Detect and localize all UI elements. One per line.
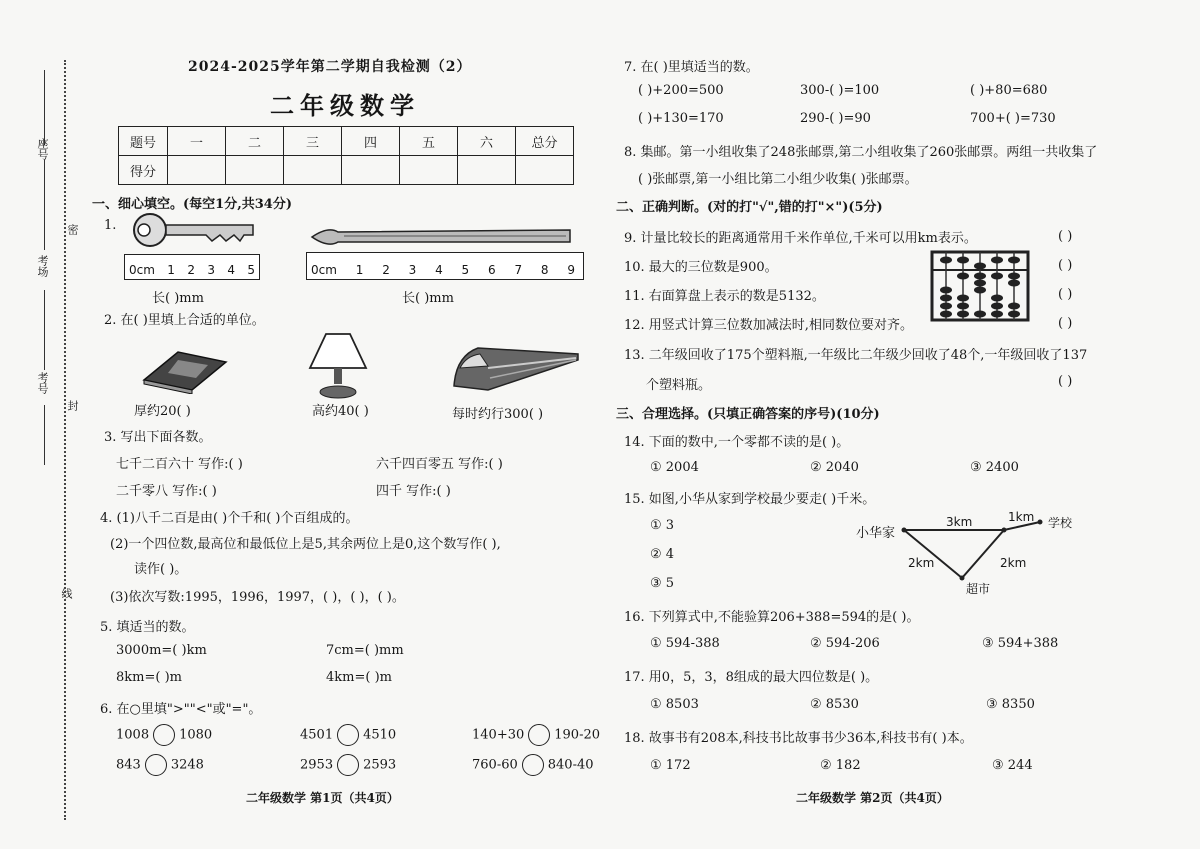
section-2-title: 二、正确判断。(对的打"√",错的打"×")(5分) — [616, 200, 883, 215]
q7-item: 700+( )=730 — [970, 111, 1056, 126]
q5-item-a: 3000m=( )km — [116, 643, 207, 658]
map-distance-label: 2km — [1000, 556, 1027, 570]
book-icon — [138, 346, 230, 394]
q2-book-label: 厚约20( ) — [134, 404, 191, 419]
cut-line — [64, 60, 66, 820]
q6-left: 2953 — [300, 757, 334, 773]
ruler-tick-label: 2 — [187, 263, 195, 277]
q6-item — [116, 754, 204, 776]
score-cell: 六 — [458, 127, 516, 156]
q6-left: 1008 — [116, 727, 150, 743]
q5-text: 5. 填适当的数。 — [100, 620, 195, 635]
q9-answer-paren[interactable]: ( ) — [1058, 229, 1073, 244]
compare-circle[interactable] — [337, 724, 359, 746]
section-3-title: 三、合理选择。(只填正确答案的序号)(10分) — [616, 407, 880, 422]
ruler-tick-label: 3 — [207, 263, 215, 277]
ruler-tick-label: 1 — [167, 263, 175, 277]
score-input-cell[interactable] — [400, 156, 458, 185]
q3-item-d: 四千 写作:( ) — [376, 484, 451, 499]
compare-circle[interactable] — [337, 754, 359, 776]
q15-text: 15. 如图,小华从家到学校最少要走( )千米。 — [624, 492, 876, 507]
q16-option[interactable]: ① 594-388 — [650, 636, 720, 651]
q6-right: 190-20 — [554, 727, 600, 743]
q5-item-c: 8km=( )m — [116, 670, 182, 685]
q17-option[interactable]: ② 8530 — [810, 697, 859, 712]
q13-text-line1: 13. 二年级回收了175个塑料瓶,一年级比二年级少回收了48个,一年级回收了137 — [624, 348, 1088, 363]
q3-item-c: 二千零八 写作:( ) — [116, 484, 217, 499]
train-icon — [448, 338, 580, 398]
seal2-mark: 封 — [66, 400, 79, 411]
q7-text: 7. 在( )里填适当的数。 — [624, 60, 759, 75]
page-title: 二年级数学 — [270, 91, 420, 120]
q6-text: 6. 在○里填">""<"或"="。 — [100, 702, 262, 717]
q6-item — [300, 724, 396, 746]
q1-number: 1. — [104, 218, 117, 233]
q10-text: 10. 最大的三位数是900。 — [624, 260, 778, 275]
q15-option[interactable]: ① 3 — [650, 518, 675, 533]
q3-text: 3. 写出下面各数。 — [104, 430, 212, 445]
score-input-cell[interactable] — [168, 156, 226, 185]
q6-item — [116, 724, 212, 746]
compare-circle[interactable] — [145, 754, 167, 776]
q2-lamp-label: 高约40( ) — [312, 404, 369, 419]
room-no-label: 考号 — [36, 372, 49, 394]
q15-option[interactable]: ③ 5 — [650, 576, 675, 591]
q4-part3: (3)依次写数:1995，1996，1997，( )，( )，( )。 — [110, 590, 405, 605]
line-mark: 线 — [60, 588, 73, 599]
compare-circle[interactable] — [153, 724, 175, 746]
q11-answer-paren[interactable]: ( ) — [1058, 287, 1073, 302]
ruler-tick-label: 2 — [382, 263, 390, 277]
q15-option[interactable]: ② 4 — [650, 547, 675, 562]
score-cell: 三 — [284, 127, 342, 156]
q7-item: 290-( )=90 — [800, 111, 871, 126]
q9-text: 9. 计量比较长的距离通常用千米作单位,千米可以用km表示。 — [624, 231, 977, 246]
exam-room-label: 考场 — [36, 255, 49, 277]
q18-text: 18. 故事书有208本,科技书比故事书少36本,科技书有( )本。 — [624, 731, 973, 746]
seal-mark: 密 — [66, 224, 79, 235]
ruler-tick-label: 4 — [227, 263, 235, 277]
q6-left: 4501 — [300, 727, 334, 743]
q8-text-line1: 8. 集邮。第一小组收集了248张邮票,第二小组收集了260张邮票。两组一共收集了 — [624, 145, 1098, 160]
ruler-tick-label: 7 — [514, 263, 523, 277]
map-school-label: 学校 — [1048, 516, 1073, 530]
q4-part1: 4. (1)八千二百是由( )个千和( )个百组成的。 — [100, 511, 359, 526]
map-distance-label: 3km — [946, 515, 973, 529]
score-table-score-row — [119, 156, 574, 185]
score-cell: 四 — [342, 127, 400, 156]
q7-item: ( )+80=680 — [970, 83, 1048, 98]
ruler-tick-label: 5 — [461, 263, 470, 277]
page-footer-right: 二年级数学 第2页（共4页） — [796, 791, 949, 805]
score-input-cell[interactable] — [516, 156, 574, 185]
q12-answer-paren[interactable]: ( ) — [1058, 316, 1073, 331]
q14-option[interactable]: ③ 2400 — [970, 460, 1019, 475]
map-distance-label: 1km — [1008, 510, 1035, 524]
q2-train-label: 每时约行300( ) — [452, 407, 544, 422]
key-icon — [128, 208, 258, 256]
q8-text-line2: ( )张邮票,第一小组比第二小组少收集( )张邮票。 — [638, 172, 918, 187]
strip-icon — [308, 222, 580, 252]
q14-option[interactable]: ② 2040 — [810, 460, 859, 475]
q18-option[interactable]: ② 182 — [820, 758, 861, 773]
score-input-cell[interactable] — [226, 156, 284, 185]
score-input-cell[interactable] — [458, 156, 516, 185]
ruler-tick-label: 1 — [355, 263, 364, 277]
q6-right: 3248 — [170, 757, 204, 773]
q2-text: 2. 在( )里填上合适的单位。 — [104, 313, 265, 328]
q6-item — [472, 724, 600, 746]
q16-text: 16. 下列算式中,不能验算206+388=594的是( )。 — [624, 610, 920, 625]
q3-item-a: 七千二百六十 写作:( ) — [116, 457, 243, 472]
q6-item — [300, 754, 396, 776]
q6-item — [472, 754, 594, 776]
score-input-cell[interactable] — [284, 156, 342, 185]
q11-text: 11. 右面算盘上表示的数是5132。 — [624, 289, 825, 304]
score-input-cell[interactable] — [342, 156, 400, 185]
q6-left: 843 — [116, 757, 141, 773]
q5-item-d: 4km=( )m — [326, 670, 392, 685]
q1-length-1: 长( )mm — [152, 291, 204, 306]
score-cell: 二 — [226, 127, 284, 156]
q17-option[interactable]: ① 8503 — [650, 697, 699, 712]
q6-left: 760-60 — [472, 757, 518, 773]
q17-text: 17. 用0，5，3，8组成的最大四位数是( )。 — [624, 670, 879, 685]
q4-part2-read: 读作( )。 — [134, 562, 188, 577]
q13-answer-paren[interactable]: ( ) — [1058, 374, 1073, 389]
score-cell: 一 — [168, 127, 226, 156]
ruler-tick-label: 6 — [488, 263, 496, 277]
ruler-tick-label: 9 — [567, 263, 575, 277]
q18-option[interactable]: ③ 244 — [992, 758, 1033, 773]
q16-option[interactable]: ③ 594+388 — [982, 636, 1059, 651]
q6-right: 1080 — [179, 727, 213, 743]
ruler-tick-label: 5 — [247, 263, 255, 277]
q3-item-b: 六千四百零五 写作:( ) — [376, 457, 503, 472]
page-footer-left: 二年级数学 第1页（共4页） — [246, 791, 399, 805]
compare-circle[interactable] — [522, 754, 544, 776]
q6-right: 840-40 — [547, 757, 594, 773]
q1-length-2: 长( )mm — [402, 291, 454, 306]
q5-item-b: 7cm=( )mm — [326, 643, 404, 658]
q14-text: 14. 下面的数中,一个零都不读的是( )。 — [624, 435, 850, 450]
q7-item: 300-( )=100 — [800, 83, 880, 98]
q7-item: ( )+200=500 — [638, 83, 724, 98]
ruler-tick-label: 0cm — [311, 263, 337, 277]
lamp-icon — [306, 330, 370, 400]
ruler-tick-label: 4 — [435, 263, 443, 277]
exam-header: 2024-2025学年第二学期自我检测（2） — [188, 59, 472, 75]
q16-option[interactable]: ② 594-206 — [810, 636, 880, 651]
q12-text: 12. 用竖式计算三位数加减法时,相同数位要对齐。 — [624, 318, 913, 333]
ruler-tick-label: 3 — [408, 263, 417, 277]
q14-option[interactable]: ① 2004 — [650, 460, 699, 475]
ruler-tick-label: 0cm — [129, 263, 155, 277]
score-cell: 得分 — [119, 156, 168, 185]
score-table — [118, 126, 574, 185]
abacus-icon — [930, 250, 1030, 322]
q7-item: ( )+130=170 — [638, 111, 724, 126]
score-table-header-row — [119, 127, 574, 156]
score-cell: 题号 — [119, 127, 168, 156]
q4-part2: (2)一个四位数,最高位和最低位上是5,其余两位上是0,这个数写作( ), — [110, 537, 501, 552]
ruler-tick-label: 8 — [540, 263, 549, 277]
q6-left: 140+30 — [472, 727, 525, 743]
score-cell: 五 — [400, 127, 458, 156]
section-1-title: 一、细心填空。(每空1分,共34分) — [92, 197, 292, 212]
q6-right: 2593 — [363, 757, 397, 773]
map-market-label: 超市 — [966, 582, 991, 596]
seat-label: 座号 — [36, 138, 49, 160]
ruler-long — [306, 252, 584, 280]
map-distance-label: 2km — [908, 556, 935, 570]
q18-option[interactable]: ① 172 — [650, 758, 691, 773]
map-home-label: 小华家 — [856, 526, 896, 541]
q17-option[interactable]: ③ 8350 — [986, 697, 1035, 712]
q13-text-line2: 个塑料瓶。 — [646, 378, 712, 393]
score-cell: 总分 — [516, 127, 574, 156]
compare-circle[interactable] — [528, 724, 550, 746]
q10-answer-paren[interactable]: ( ) — [1058, 258, 1073, 273]
q6-right: 4510 — [363, 727, 397, 743]
ruler-short — [124, 254, 260, 280]
